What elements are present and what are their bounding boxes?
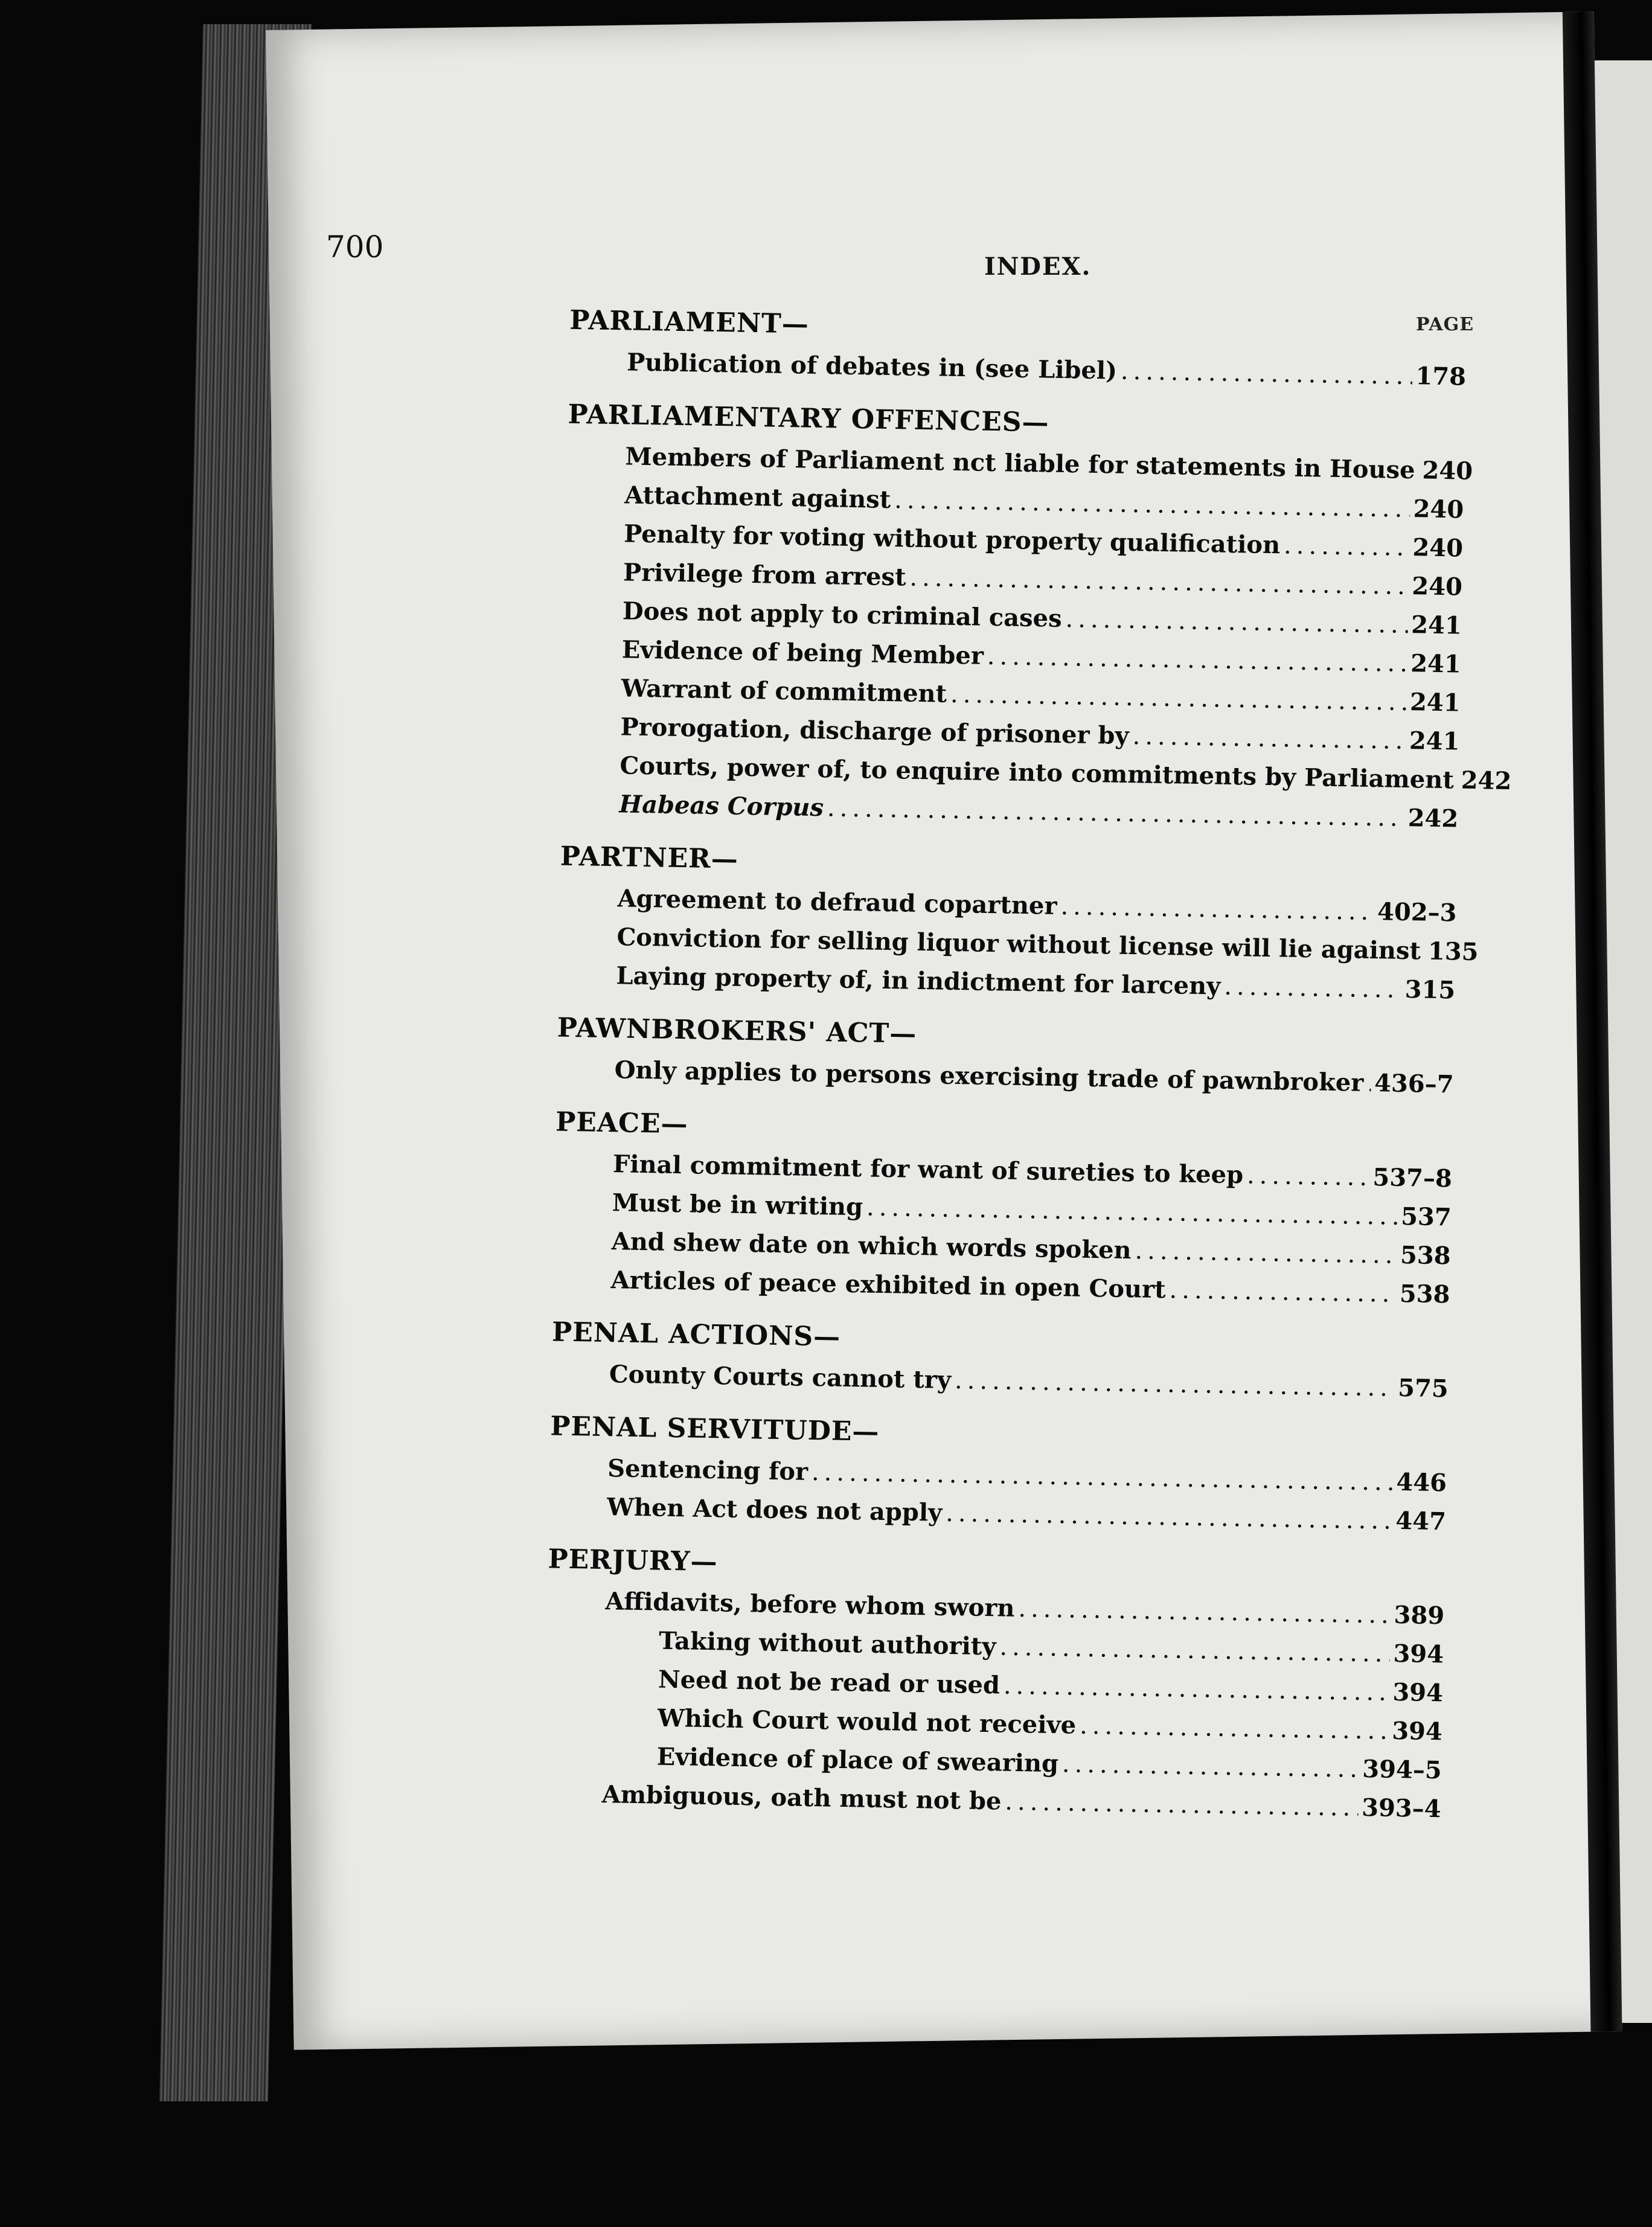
entry-label: Habeas Corpus — [618, 790, 824, 822]
entry-label: Prorogation, discharge of prisoner by — [620, 713, 1130, 750]
index-heading: PEACE— — [555, 1106, 688, 1140]
entry-page: 538 — [1399, 1279, 1450, 1309]
index-heading: PENAL SERVITUDE— — [549, 1411, 880, 1447]
dot-leader — [1246, 1156, 1369, 1197]
entry-label: Affidavits, before whom sworn — [604, 1587, 1015, 1623]
entry-label: Evidence of being Member — [621, 635, 984, 670]
entry-label: Sentencing for — [607, 1454, 808, 1486]
dot-leader — [1132, 717, 1406, 760]
index-heading: PAWNBROKERS' ACT— — [557, 1012, 917, 1049]
entry-page: 389 — [1394, 1600, 1445, 1630]
entry-label: And shew date on which words spoken — [611, 1227, 1132, 1265]
entry-label: Laying property of, in indictment for larceny — [616, 961, 1221, 1001]
dot-leader — [1080, 1706, 1389, 1751]
entry-label: Attachment against — [624, 481, 891, 514]
dot-leader — [1061, 1745, 1359, 1789]
entry-page: 242 — [1461, 766, 1512, 796]
entry-label: Must be in writing — [612, 1188, 863, 1222]
index-heading: PARTNER— — [560, 841, 739, 875]
dot-leader — [1018, 1589, 1391, 1635]
entry-label: Conviction for selling liquor without license will lie against — [616, 923, 1421, 966]
entry-page: 241 — [1409, 688, 1461, 717]
dot-leader — [1003, 1667, 1389, 1712]
dot-leader — [946, 1494, 1392, 1540]
entry-label: Privilege from arrest — [623, 558, 906, 592]
entry-page: 402–3 — [1377, 897, 1457, 928]
running-head: INDEX. — [984, 252, 1092, 281]
entry-page: 394 — [1391, 1716, 1443, 1746]
index-heading: PENAL ACTIONS— — [551, 1316, 841, 1353]
entry-page: 135 — [1427, 937, 1479, 967]
entry-label: Publication of debates in (see Libel) — [626, 348, 1118, 385]
entry-label: Agreement to defraud copartner — [617, 884, 1057, 920]
index-heading: PARLIAMENTARY OFFENCES— — [568, 399, 1050, 438]
entry-label: Need not be read or used — [658, 1665, 1000, 1700]
dot-leader — [1005, 1783, 1359, 1827]
entry-page: 242 — [1407, 804, 1459, 833]
entry-page: 538 — [1400, 1240, 1451, 1271]
entry-label: Penalty for voting without property qualification — [623, 519, 1281, 560]
entry-label: Does not apply to criminal cases — [622, 597, 1063, 633]
dot-leader — [999, 1627, 1390, 1673]
entry-label: Courts, power of, to enquire into commitments by Parliament — [620, 751, 1455, 795]
entry-label: Evidence of place of swearing — [656, 1742, 1059, 1778]
dot-leader — [1367, 1064, 1371, 1103]
dot-leader — [955, 1361, 1395, 1408]
entry-page: 178 — [1415, 362, 1467, 391]
entry-page: 241 — [1410, 649, 1462, 679]
entry-label: Members of Parliament nct liable for statements in House — [625, 442, 1415, 485]
entry-label: Only applies to persons exercising trade of pawnbroker — [614, 1056, 1364, 1097]
dot-leader — [1060, 887, 1374, 931]
page-column-label: PAGE — [1416, 314, 1474, 335]
dot-leader — [1169, 1271, 1396, 1313]
entry-label: Final commitment for want of sureties to keep — [612, 1150, 1244, 1190]
entry-page: 240 — [1413, 495, 1464, 524]
entry-page: 394 — [1393, 1639, 1444, 1669]
entry-page: 394 — [1392, 1677, 1444, 1708]
dot-leader — [1284, 526, 1409, 567]
dot-leader — [1418, 451, 1419, 490]
dot-leader — [1065, 600, 1408, 644]
entry-page: 575 — [1397, 1373, 1449, 1403]
entry-label: Articles of peace exhibited in open Court — [610, 1266, 1167, 1304]
entry-label: Taking without authority — [658, 1626, 996, 1661]
dot-leader — [1120, 352, 1412, 396]
entry-page: 537–8 — [1372, 1163, 1453, 1193]
entry-page: 537 — [1400, 1202, 1452, 1232]
entry-label: Ambiguous, oath must not be — [601, 1780, 1002, 1816]
entry-page: 436–7 — [1374, 1069, 1454, 1099]
entry-page: 315 — [1404, 975, 1456, 1005]
dot-leader — [987, 637, 1407, 683]
entry-label: Which Court would not receive — [657, 1703, 1077, 1740]
entry-label: When Act does not apply — [606, 1493, 943, 1527]
dot-leader — [1457, 761, 1458, 799]
entry-page: 241 — [1410, 610, 1462, 640]
entry-page: 241 — [1409, 726, 1460, 756]
entry-label: Warrant of commitment — [621, 674, 947, 708]
entry-page: 240 — [1422, 456, 1473, 485]
entry-page: 446 — [1396, 1467, 1447, 1498]
dot-leader — [1224, 967, 1401, 1009]
entry-page: 447 — [1395, 1506, 1447, 1536]
entry-page: 393–4 — [1361, 1793, 1441, 1824]
entry-page: 394–5 — [1362, 1754, 1442, 1785]
dot-leader — [1135, 1231, 1397, 1275]
index-heading: PARLIAMENT— — [569, 304, 810, 340]
index-heading: PERJURY— — [548, 1543, 718, 1578]
page-number: 700 — [326, 229, 384, 264]
entry-page: 240 — [1412, 533, 1464, 563]
index-content — [548, 299, 1512, 1828]
entry-page: 240 — [1411, 572, 1463, 601]
entry-label: County Courts cannot try — [609, 1360, 952, 1395]
